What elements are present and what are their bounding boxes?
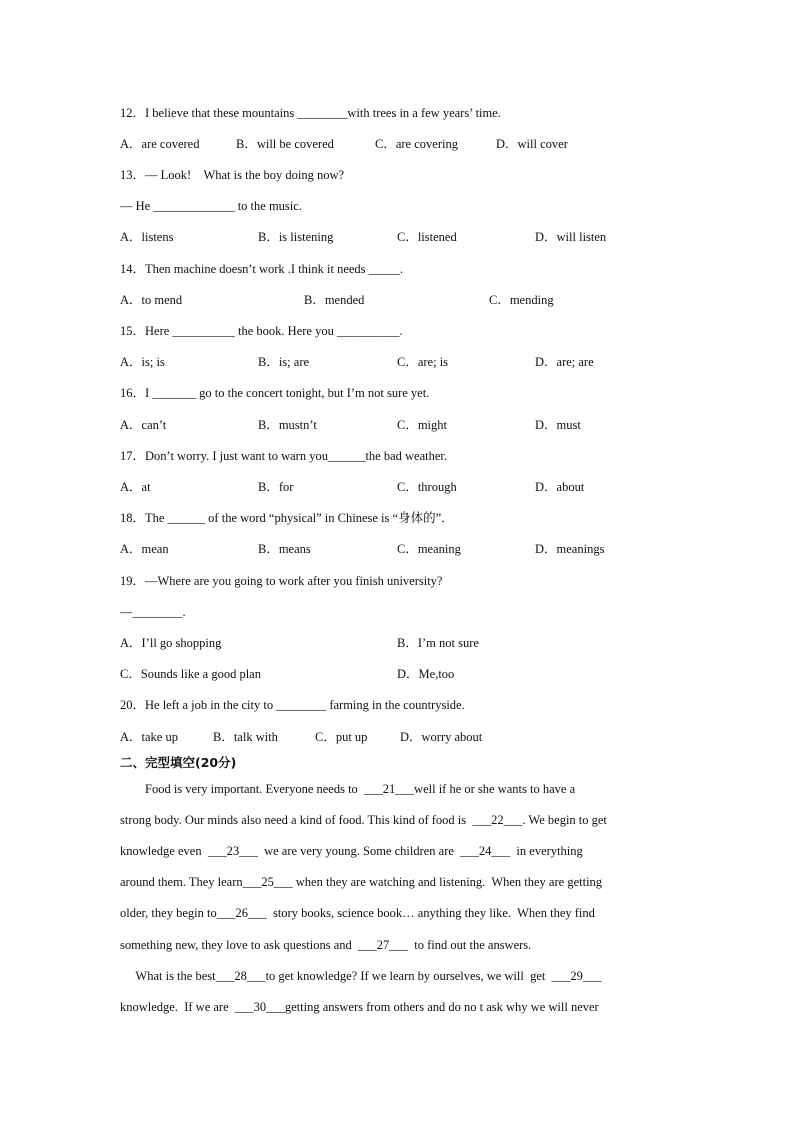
section-heading: 二、完型填空(20分) [120,755,237,770]
q17-option-d: D．about [535,480,585,494]
q16-option-d: D．must [535,418,581,432]
q17-option-a: A．at [120,480,151,494]
q18-option-b: B．means [258,542,311,556]
q20-option-d: D．worry about [400,730,483,744]
q15-option-a: A．is; is [120,355,165,369]
q19-option-d: D．Me,too [397,667,455,681]
q20-option-b: B．talk with [213,730,278,744]
q15-option-c: C．are; is [397,355,449,369]
q14-option-b: B．mended [304,293,365,307]
passage-line: something new, they love to ask questions and ___27___ to find out the answers. [120,938,532,952]
q15-option-b: B．is; are [258,355,310,369]
question-20-stem: 20．He left a job in the city to ________ farming in the countryside. [120,698,465,712]
passage-line: knowledge even ___23___ we are very young. Some children are ___24___ in everything [120,844,583,858]
question-13-response: — He _____________ to the music. [120,199,302,213]
q12-option-d: D．will cover [496,137,568,151]
passage-line: Food is very important. Everyone needs to ___21___well if he or she wants to have a [120,782,576,796]
q19-option-a: A．I’ll go shopping [120,636,222,650]
q20-option-c: C．put up [315,730,368,744]
q14-option-c: C．mending [489,293,554,307]
passage-line: older, they begin to___26___ story books, science book… anything they like. When they find [120,906,595,920]
passage-line: strong body. Our minds also need a kind of food. This kind of food is ___22___. We begin to get [120,813,607,827]
q16-option-a: A．can’t [120,418,167,432]
q13-option-b: B．is listening [258,230,334,244]
q12-option-b: B．will be covered [236,137,334,151]
q19-option-b: B．I’m not sure [397,636,479,650]
q18-option-a: A．mean [120,542,169,556]
question-13-stem: 13．— Look! What is the boy doing now? [120,168,345,182]
question-12-stem: 12．I believe that these mountains ________with trees in a few years’ time. [120,106,501,120]
question-14-stem: 14．Then machine doesn’t work .I think it needs _____. [120,262,404,276]
passage-line: What is the best___28___to get knowledge? If we learn by ourselves, we will get ___29___ [120,969,602,983]
q16-option-b: B．mustn’t [258,418,317,432]
q12-option-c: C．are covering [375,137,458,151]
q16-option-c: C．might [397,418,448,432]
question-16-stem: 16．I _______ go to the concert tonight, but I’m not sure yet. [120,386,430,400]
q14-option-a: A．to mend [120,293,183,307]
passage-line: knowledge. If we are ___30___getting answers from others and do no t ask why we will never [120,1000,599,1014]
q19-option-c: C．Sounds like a good plan [120,667,261,681]
q18-option-c: C．meaning [397,542,461,556]
question-17-stem: 17．Don’t worry. I just want to warn you______the bad weather. [120,449,448,463]
question-18-stem: 18．The ______ of the word “physical” in Chinese is “身体的”． [120,511,454,525]
question-19-stem: 19．—Where are you going to work after you finish university? [120,574,443,588]
passage-line: around them. They learn___25___ when they are watching and listening. When they are getting [120,875,603,889]
q17-option-c: C．through [397,480,457,494]
question-19-response: —________. [120,605,186,619]
q13-option-a: A．listens [120,230,174,244]
q20-option-a: A．take up [120,730,178,744]
q15-option-d: D．are; are [535,355,594,369]
q13-option-d: D．will listen [535,230,607,244]
q18-option-d: D．meanings [535,542,605,556]
q17-option-b: B．for [258,480,294,494]
question-15-stem: 15．Here __________ the book. Here you __________. [120,324,403,338]
q12-option-a: A．are covered [120,137,200,151]
q13-option-c: C．listened [397,230,457,244]
